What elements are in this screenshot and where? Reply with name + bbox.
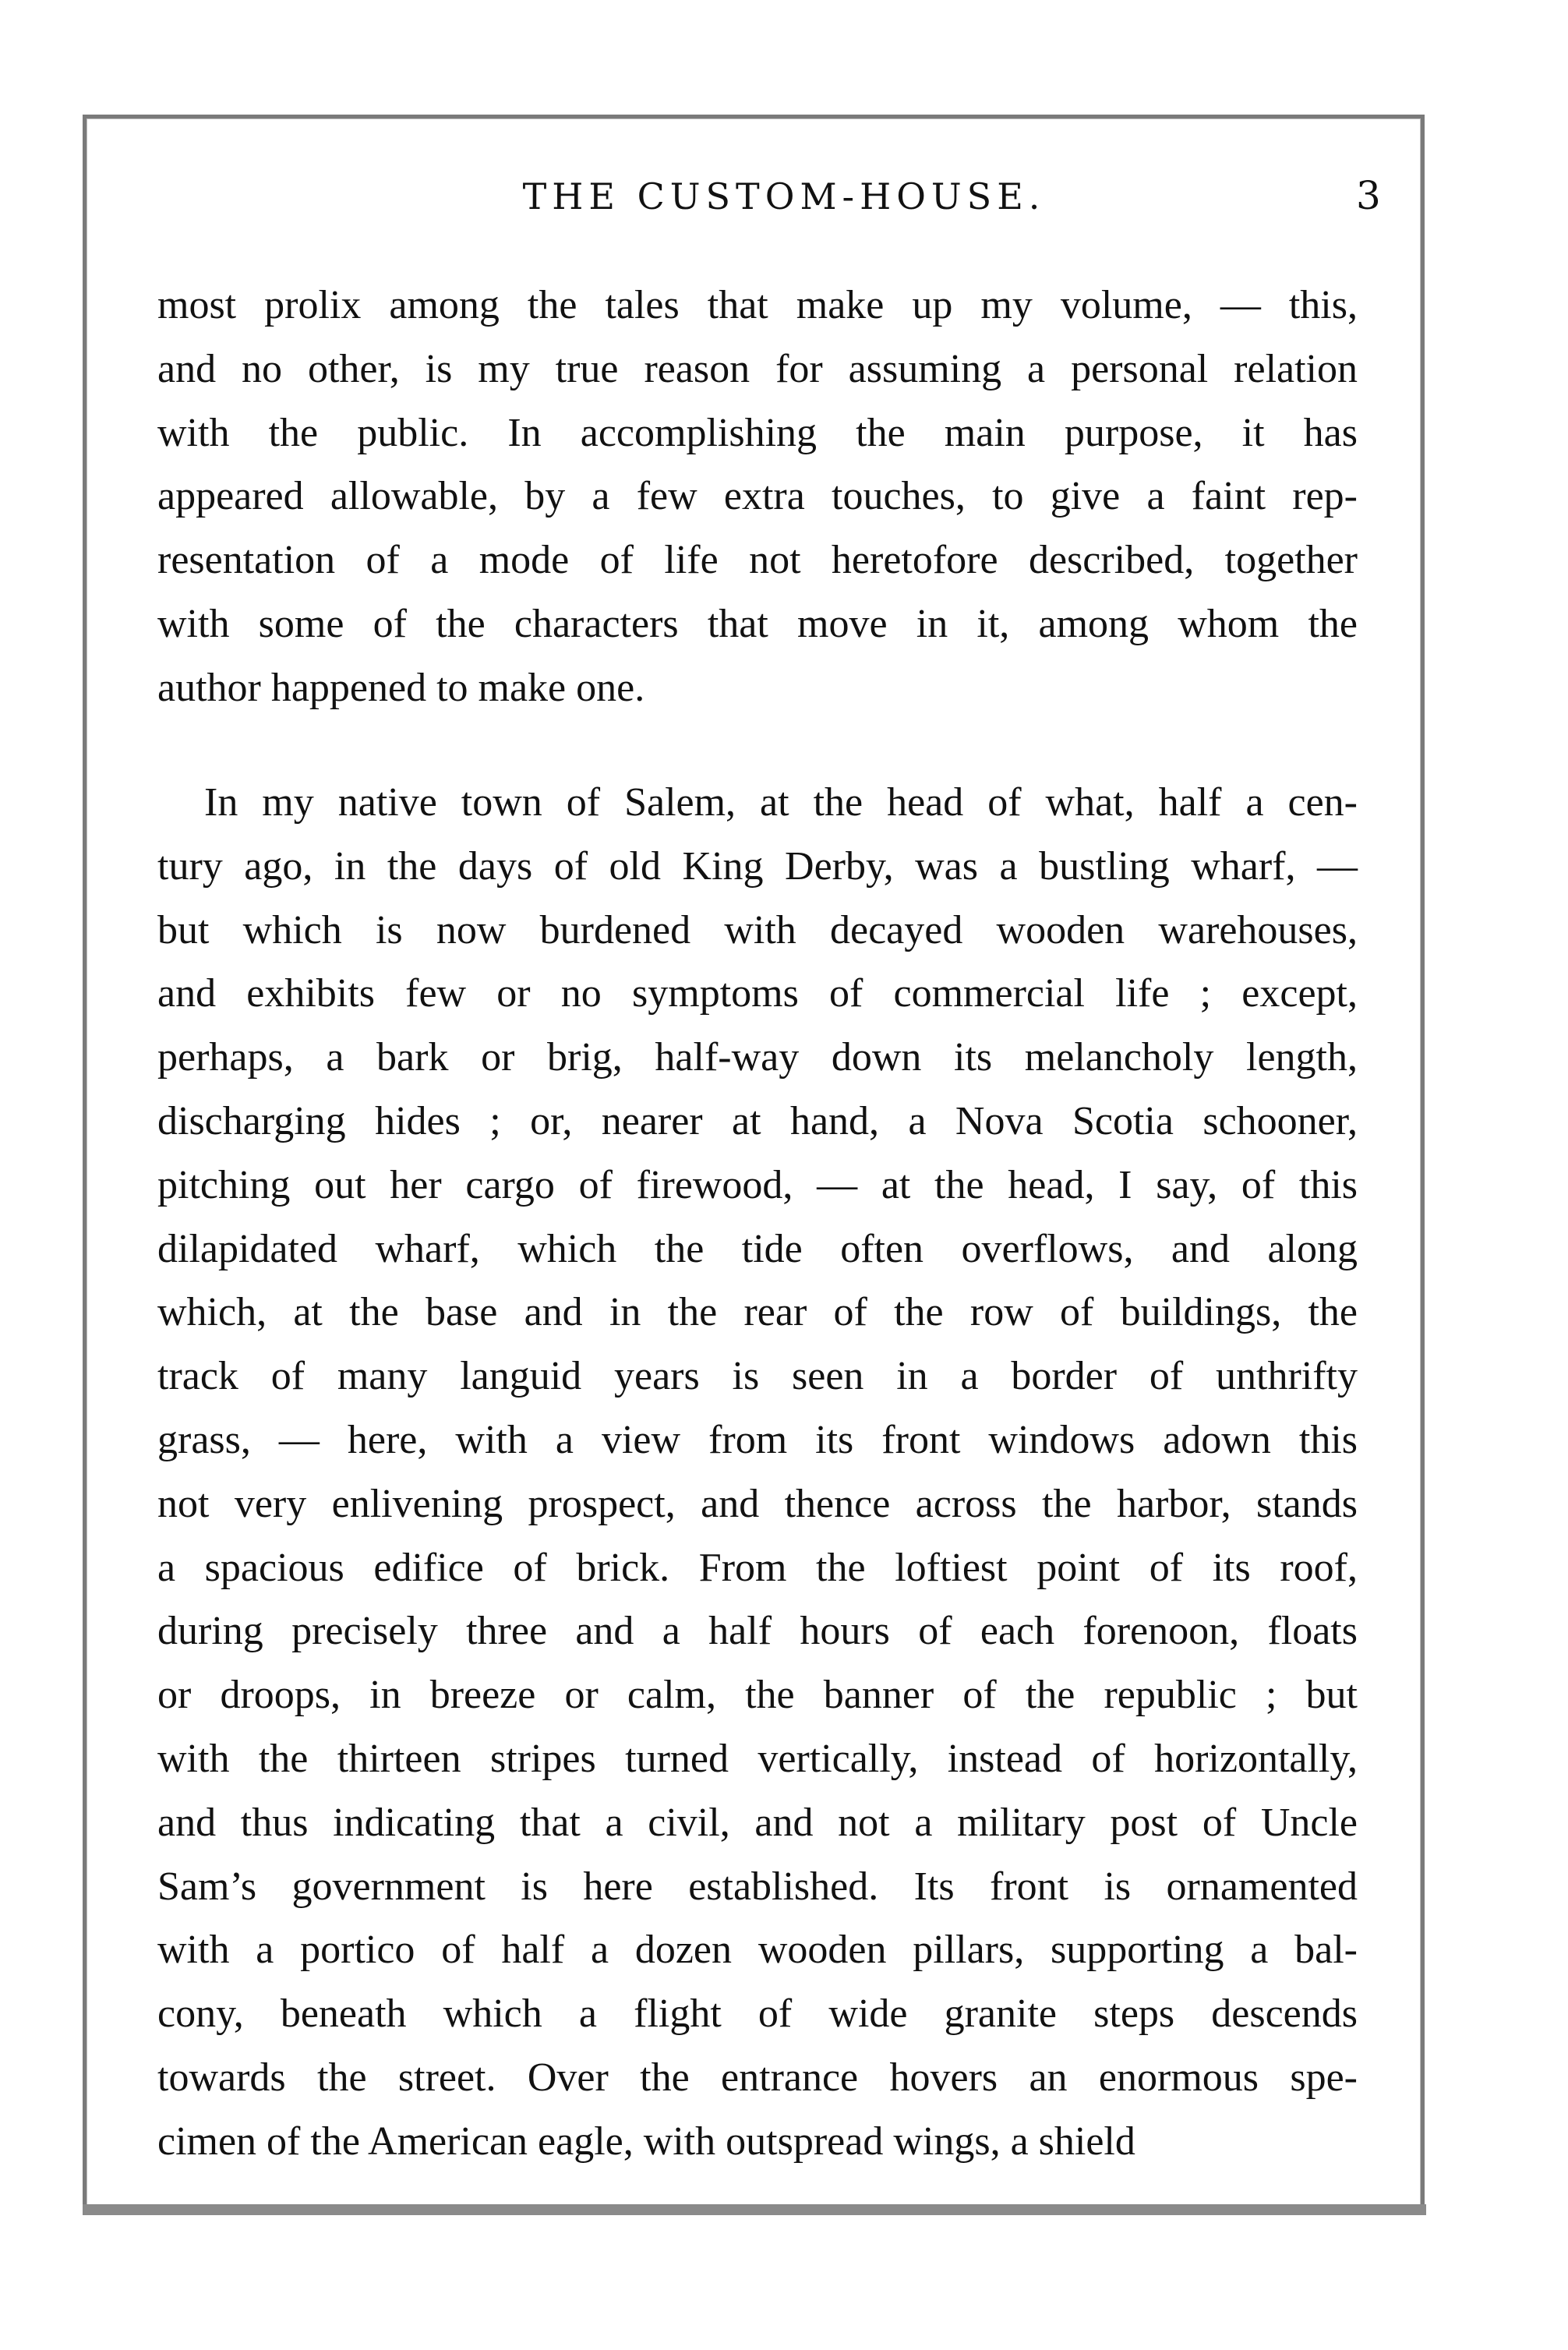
text-line: dilapidated wharf, which the tide often overflows, and along bbox=[157, 1226, 1358, 1271]
text-line: appeared allowable, by a few extra touches, to give a faint rep- bbox=[157, 474, 1358, 519]
paragraph-1 bbox=[157, 274, 1358, 720]
text-line: with some of the characters that move in it, among whom the bbox=[157, 601, 1358, 646]
text-line: not very enlivening prospect, and thence across the harbor, stands bbox=[157, 1481, 1358, 1526]
text-line: towards the street. Over the entrance hovers an enormous spe- bbox=[157, 2055, 1358, 2100]
text-line: or droops, in breeze or calm, the banner of the republic ; but bbox=[157, 1673, 1358, 1718]
text-line: pitching out her cargo of firewood, — at the head, I say, of this bbox=[157, 1162, 1358, 1207]
running-head: THE CUSTOM-HOUSE. bbox=[522, 175, 1046, 217]
text-line: with the public. In accomplishing the main purpose, it has bbox=[157, 410, 1358, 455]
text-line: cony, beneath which a flight of wide granite steps descends bbox=[157, 1991, 1358, 2037]
text-line: discharging hides ; or, nearer at hand, a Nova Scotia schooner, bbox=[157, 1098, 1358, 1143]
text-line: during precisely three and a half hours of each forenoon, floats bbox=[157, 1609, 1358, 1654]
text-line: and exhibits few or no symptoms of commercial life ; except, bbox=[157, 971, 1358, 1016]
text-line: perhaps, a bark or brig, half-way down its melancholy length, bbox=[157, 1035, 1358, 1080]
text-line: most prolix among the tales that make up my volume, — this, bbox=[157, 283, 1358, 327]
text-line: and thus indicating that a civil, and not a military post of Uncle bbox=[157, 1800, 1358, 1845]
text-line: with a portico of half a dozen wooden pillars, supporting a bal- bbox=[157, 1928, 1358, 1973]
text-line: but which is now burdened with decayed wooden warehouses, bbox=[157, 907, 1358, 952]
text-line: Sam’s government is here established. Its front is ornamented bbox=[157, 1864, 1358, 1909]
text-line: with the thirteen stripes turned vertically, instead of horizontally, bbox=[157, 1736, 1358, 1781]
text-line: In my native town of Salem, at the head of what, half a cen- bbox=[204, 780, 1358, 825]
text-line: a spacious edifice of brick. From the loftiest point of its roof, bbox=[157, 1545, 1358, 1590]
text-line: and no other, is my true reason for assuming a personal relation bbox=[157, 346, 1358, 391]
text-line: resentation of a mode of life not heretofore described, together bbox=[157, 538, 1358, 583]
text-line: cimen of the American eagle, with outspread wings, a shield bbox=[157, 2119, 1135, 2164]
text-line: which, at the base and in the rear of the row of buildings, the bbox=[157, 1290, 1358, 1335]
text-line: track of many languid years is seen in a border of unthrifty bbox=[157, 1354, 1358, 1399]
page-number: 3 bbox=[1356, 173, 1381, 218]
paragraph-2 bbox=[157, 771, 1358, 2174]
page-border-bottom bbox=[83, 2204, 1426, 2215]
text-line: author happened to make one. bbox=[157, 665, 645, 710]
text-line: tury ago, in the days of old King Derby, was a bustling wharf, — bbox=[157, 843, 1358, 889]
text-line: grass, — here, with a view from its front windows adown this bbox=[157, 1417, 1358, 1462]
